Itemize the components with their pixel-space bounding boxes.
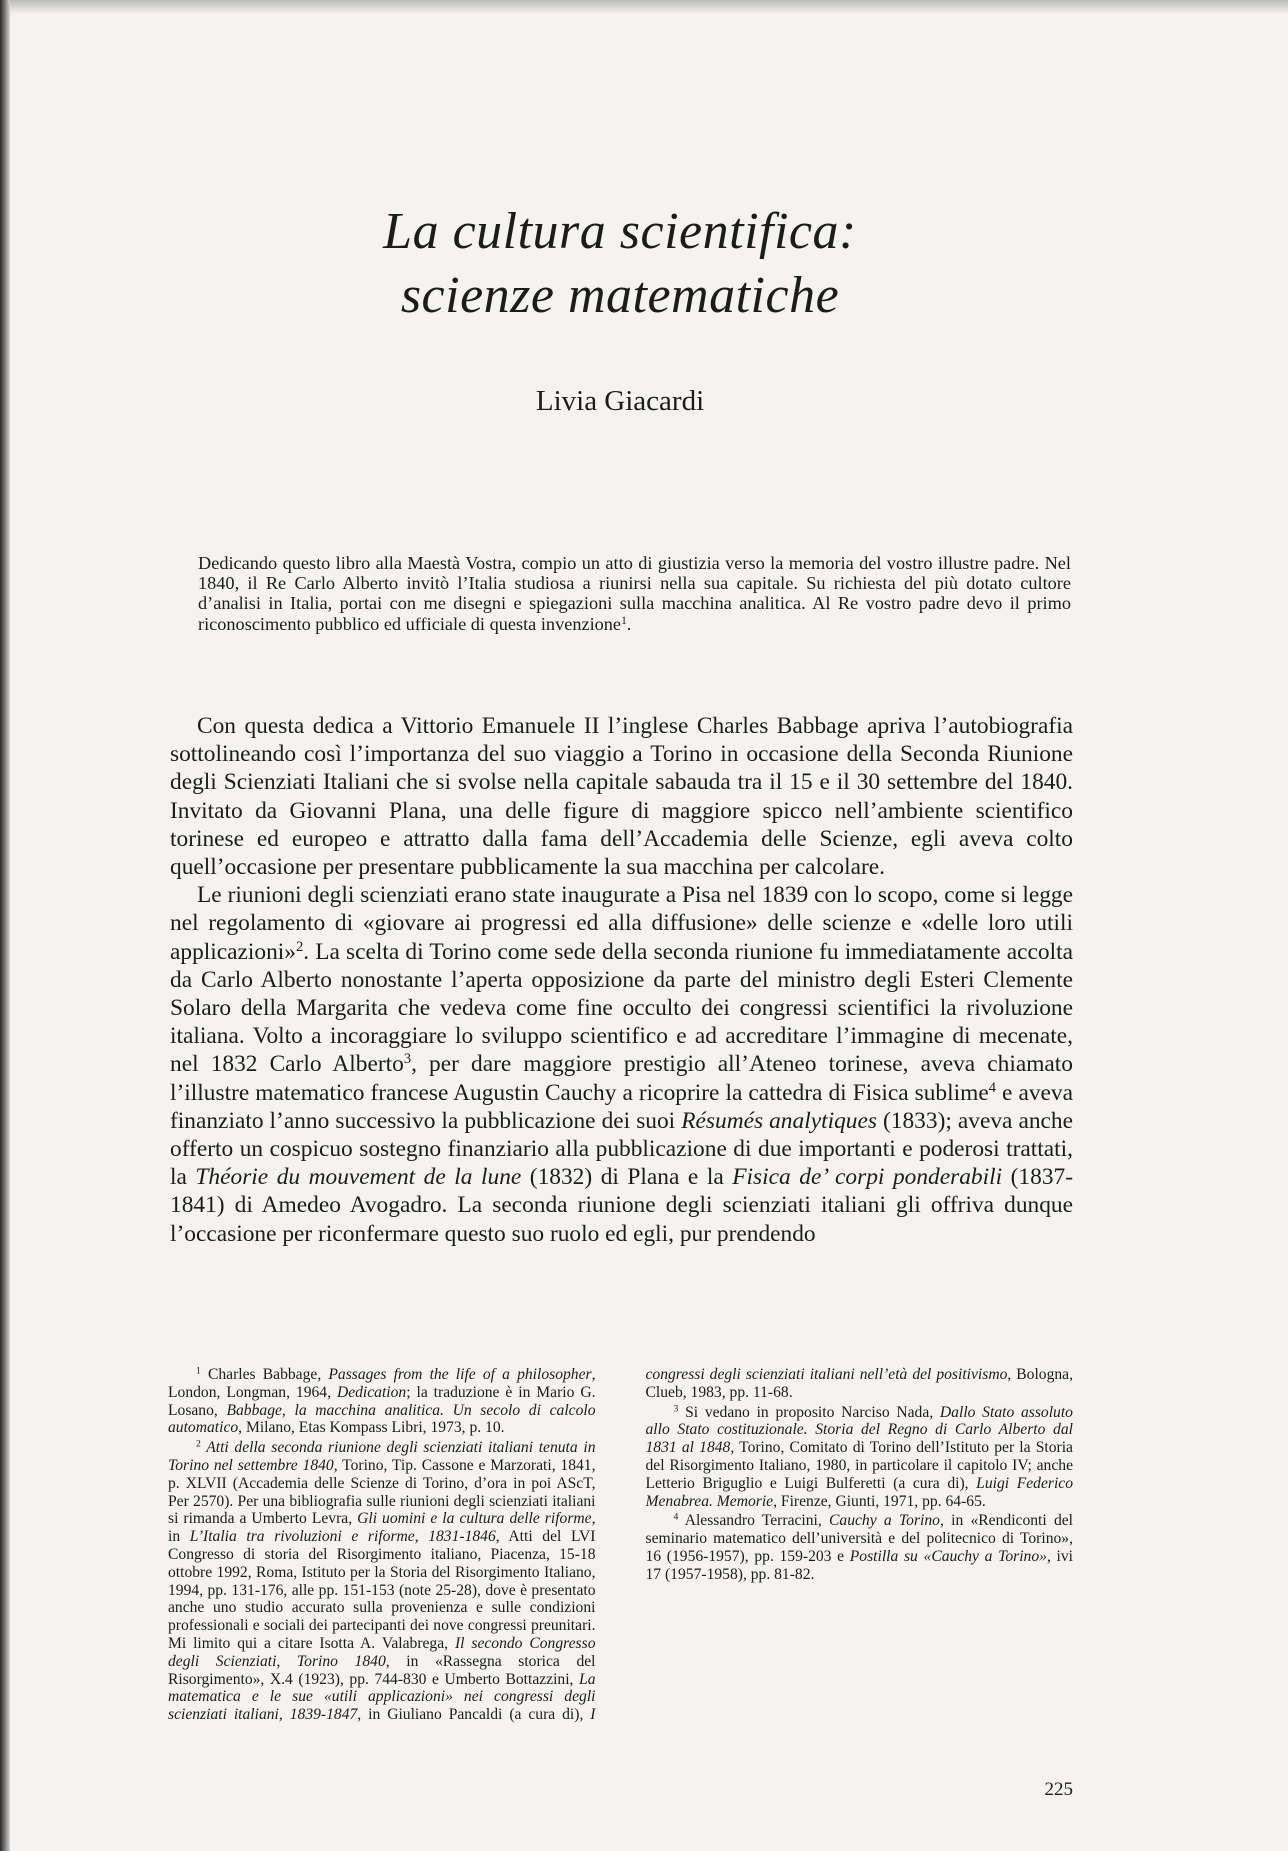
author-name: Livia Giacardi [535, 385, 705, 417]
footnote-ref-3: 3 [403, 1051, 412, 1068]
chapter-title-line-1: La cultura scientifica: [383, 203, 857, 260]
paragraph-1: Con questa dedica a Vittorio Emanuele II l’inglese Charles Babbage apriva l’autobiografia sottolineando così l’importanza del suo viaggio a Torino in occasione della Seconda Riunione degli Scienziati Italiani che si svolse nella capitale sabauda tra il 15 e il 30 settembre del 1840. Invitato da Giovanni Plana, una delle figure di maggiore spicco nell’ambiente scientifico torinese ed europeo e attratto dalla fama dell’Accademia delle Scienze, egli aveva colto quell’occasione per presentare pubblicamente la sua macchina per calcolare. [170, 713, 1073, 881]
epigraph: Dedicando questo libro alla Maestà Vostra, compio un atto di giustizia verso la memoria del vostro illustre padre. Nel 1840, il Re Carlo Alberto invitò l’Italia studiosa a riunirsi nella sua capitale. Su richiesta del più dotato cultore d’analisi in Italia, portai con me disegni e spiegazioni sulla macchina analitica. Al Re vostro padre devo il primo riconoscimento pubblico ed ufficiale di questa invenzione$^1$. [198, 553, 1071, 634]
footnote-1: $^1$ Charles Babbage, Passages from the life of a philosopher, London, Longman, 1964, Dedication; la traduzione è in Mario G. Losano, Babbage, la macchina analitica. Un secolo di calcolo automatico, Milano, Etas Kompass Libri, 1973, p. 10. [168, 1365, 596, 1437]
book-title-resumes: Résumés analytiques [681, 1107, 877, 1134]
paragraph-2: Le riunioni degli scienziati erano state inaugurate a Pisa nel 1839 con lo scopo, come si legge nel regolamento di «giovare ai progressi ed alla diffusione» delle scienze e «delle loro utili applicazioni»$^2$. La scelta di Torino come sede della seconda riunione fu immediatamente accolta da Carlo Alberto nonostante l’aperta opposizione da parte del ministro degli Esteri Clemente Solaro della Margarita che vedeva come fine occulto dei congressi scientifici la rivoluzione italiana. Volto a incoraggiare lo sviluppo scientifico e ad accreditare l’immagine di mecenate, nel 1832 Carlo Alberto$^3$, per dare maggiore prestigio all’Ateneo torinese, aveva chiamato l’illustre matematico francese Augustin Cauchy a ricoprire la cattedra di Fisica sublime$^4$ e aveva finanziato l’anno successivo la pubblicazione dei suoi Résumés analytiques (1833); aveva anche offerto un cospicuo sostegno finanziario alla pubblicazione di due importanti e poderosi trattati, la Théorie du mouvement de la lune (1832) di Plana e la Fisica de’ corpi ponderabili (1837-1841) di Amedeo Avogadro. La seconda riunione degli scienziati italiani gli offriva dunque l’occasione per riconfermare questo suo ruolo ed egli, pur prendendo [170, 882, 1074, 1247]
page-number: 225 [1044, 1779, 1073, 1800]
footnote-ref-4: 4 [988, 1079, 996, 1096]
book-title-theorie: Théorie du mouvement de la lune [195, 1164, 522, 1191]
footnote-ref-1: 1 [621, 614, 627, 627]
scan-shadow-top [0, 0, 1288, 14]
epigraph-text: Dedicando questo libro alla Maestà Vostra, compio un atto di giustizia verso la memoria del vostro illustre padre. Nel 1840, il Re Carlo Alberto invitò l’Italia studiosa a riunirsi nella sua capitale. Su richiesta del più dotato cultore d’analisi in Italia, portai con me disegni e spiegazioni sulla macchina analitica. Al Re vostro padre devo il primo riconoscimento pubblico ed ufficiale di questa invenzione [198, 553, 1071, 634]
footnote-ref-2: 2 [296, 938, 304, 955]
footnote-3: $^3$ Si vedano in proposito Narciso Nada, Dallo Stato assoluto allo Stato costituzionale. Storia del Regno di Carlo Alberto dal 1831 al 1848, Torino, Comitato di Torino dell’Istituto per la Storia del Risorgimento Italiano, 1980, in particolare il capitolo IV; anche Letterio Briguglio e Luigi Bulferetti (a cura di), Luigi Federico Menabrea. Memorie, Firenze, Giunti, 1971, pp. 64-65. [645, 1403, 1073, 1510]
footnotes [168, 1366, 1073, 1726]
chapter-title [230, 200, 1010, 328]
main-text [170, 712, 1073, 1248]
book-title-fisica: Fisica de’ corpi ponderabili [732, 1164, 1003, 1191]
chapter-title-line-2: scienze matematiche [400, 267, 840, 324]
scan-binding-edge [0, 0, 10, 1851]
footnote-4: $^4$ Alessandro Terracini, Cauchy a Torino, in «Rendiconti del seminario matematico dell’università e del politecnico di Torino», 16 (1956-1957), pp. 159-203 e Postilla su «Cauchy a Torino», ivi 17 (1957-1958), pp. 81-82. [645, 1512, 1073, 1583]
footnote-2: $^2$ Atti della seconda riunione degli scienziati italiani tenuta in Torino nel settembre 1840, Torino, Tip. Cassone e Marzorati, 1841, p. XLVII (Accademia delle Scienze di Torino, d’ora in poi AScT, Per 2570). Per una bibliografia sulle riunioni degli scienziati italiani si rimanda a Umberto Levra, Gli uomini e la cultura delle riforme, in L’Italia tra rivoluzioni e riforme, 1831-1846, Atti del LVI Congresso di storia del Risorgimento italiano, Piacenza, 15-18 ottobre 1992, Roma, Istituto per la Storia del Risorgimento Italiano, 1994, pp. 131-176, alle pp. 151-153 (note 25-28), dove è presentato anche uno studio accurato sulla provenienza e sulle condizioni professionali e sociali dei partecipanti dei nove congressi preunitari. Mi limito qui a citare Isotta A. Valabrega, Il secondo Congresso degli Scienziati, Torino 1840, in «Rassegna storica del Risorgimento», X.4 (1923), pp. 744-830 e Umberto Bottazzini, La matematica e le sue «utili applicazioni» nei congressi degli scienziati italiani, 1839-1847, in Giuliano Pancaldi (a cura di), I congressi degli scienziati italiani nell’età del positivismo, Bologna, Clueb, 1983, pp. 11-68. [168, 1366, 1074, 1724]
